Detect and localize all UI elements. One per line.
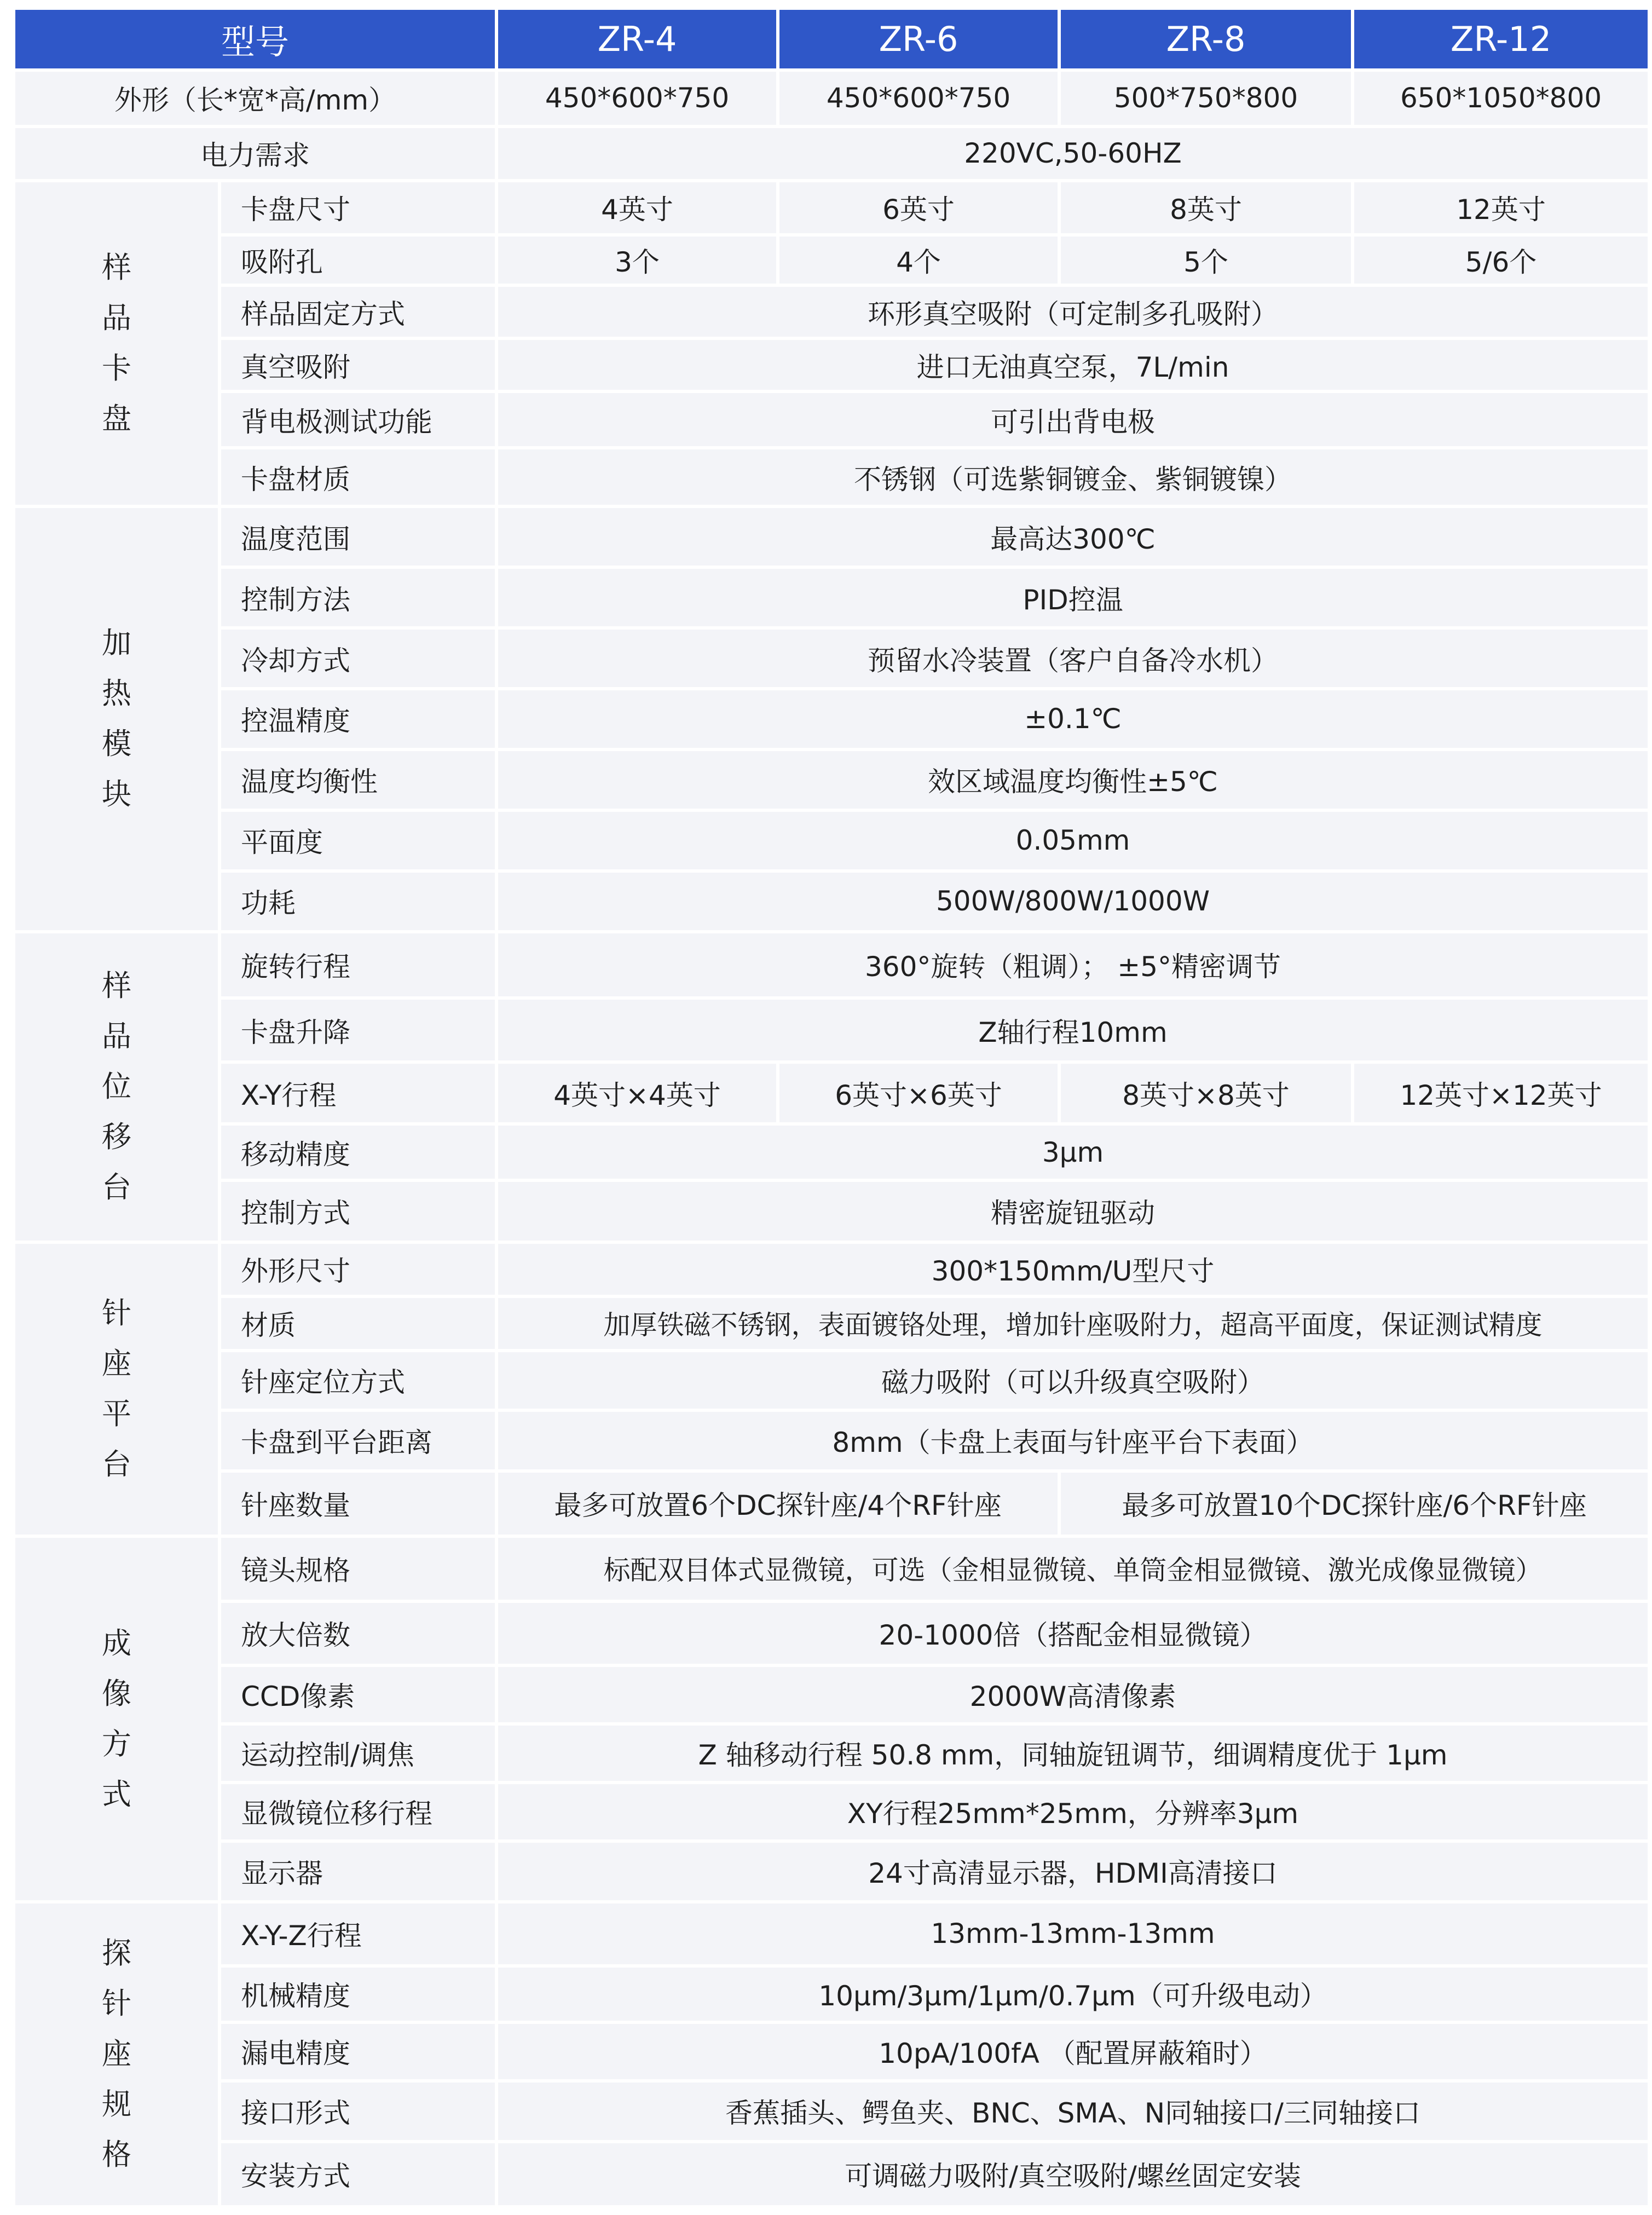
- row-label: 样品固定方式: [221, 287, 495, 337]
- value-cell: 8英寸: [1061, 182, 1351, 233]
- value-cell: 5/6个: [1354, 237, 1648, 284]
- group-label-probe: [15, 1903, 218, 2205]
- group-label-platen: [15, 1244, 218, 1535]
- spec-table: [12, 7, 1651, 2208]
- group-char: 座: [102, 1346, 131, 1381]
- group-char: 位: [102, 1069, 131, 1104]
- value-cell: 450*600*750: [779, 72, 1058, 125]
- row-label: 镜头规格: [221, 1538, 495, 1600]
- group-char: 品: [102, 1019, 131, 1054]
- stage-xy-row: [15, 1064, 1648, 1122]
- spec-row: [15, 1784, 1648, 1839]
- value-cell: 500*750*800: [1061, 72, 1351, 125]
- group-char: 规: [102, 2087, 131, 2122]
- value-cell: 300*150mm/U型尺寸: [498, 1244, 1648, 1295]
- spec-row: [15, 630, 1648, 687]
- spec-row: [15, 1538, 1648, 1600]
- group-char: 方: [102, 1726, 131, 1761]
- row-label: 材质: [221, 1298, 495, 1349]
- power-row: [15, 128, 1648, 179]
- value-cell: 10μm/3μm/1μm/0.7μm（可升级电动）: [498, 1968, 1648, 2021]
- row-label: 控制方法: [221, 569, 495, 626]
- value-cell: 磁力吸附（可以升级真空吸附）: [498, 1352, 1648, 1409]
- value-cell: 0.05mm: [498, 812, 1648, 869]
- row-label: 平面度: [221, 812, 495, 869]
- value-cell: 6英寸: [779, 182, 1058, 233]
- value-cell: 6英寸×6英寸: [779, 1064, 1058, 1122]
- value-cell: 最高达300℃: [498, 508, 1648, 566]
- row-label: 旋转行程: [221, 933, 495, 996]
- group-char: 品: [102, 301, 131, 336]
- spec-row: [15, 1667, 1648, 1722]
- chuck-size-row: [15, 182, 1648, 233]
- value-cell: XY行程25mm*25mm，分辨率3μm: [498, 1784, 1648, 1839]
- spec-row: [15, 1244, 1648, 1295]
- value-cell: 最多可放置10个DC探针座/6个RF针座: [1061, 1473, 1648, 1535]
- group-char: 移: [102, 1120, 131, 1155]
- row-label: 温度均衡性: [221, 751, 495, 809]
- value-cell: 8英寸×8英寸: [1061, 1064, 1351, 1122]
- row-label: 接口形式: [221, 2083, 495, 2140]
- row-label: 安装方式: [221, 2143, 495, 2205]
- row-label: 冷却方式: [221, 630, 495, 687]
- value-cell: 8mm（卡盘上表面与针座平台下表面）: [498, 1412, 1648, 1469]
- value-cell: 650*1050*800: [1354, 72, 1648, 125]
- spec-row: [15, 1182, 1648, 1241]
- spec-row: [15, 1352, 1648, 1409]
- value-cell: 4英寸×4英寸: [498, 1064, 776, 1122]
- group-label-chuck: [15, 182, 218, 505]
- row-label: 控制方式: [221, 1182, 495, 1241]
- spec-row: [15, 2024, 1648, 2079]
- value-cell: 500W/800W/1000W: [498, 873, 1648, 930]
- spec-row: [15, 1726, 1648, 1781]
- spec-row: [15, 751, 1648, 809]
- group-char: 模: [102, 726, 131, 762]
- spec-row: [15, 933, 1648, 996]
- row-label: 温度范围: [221, 508, 495, 566]
- row-label: X-Y-Z行程: [221, 1903, 495, 1964]
- value-cell: 4个: [779, 237, 1058, 284]
- group-label-imaging: [15, 1538, 218, 1900]
- group-char: 热: [102, 676, 131, 711]
- chuck-holes-row: [15, 237, 1648, 284]
- row-label: 针座定位方式: [221, 1352, 495, 1409]
- group-char: 座: [102, 2037, 131, 2072]
- group-label-heating: [15, 508, 218, 930]
- dimensions-row: [15, 72, 1648, 125]
- row-label: X-Y行程: [221, 1064, 495, 1122]
- value-cell: 10pA/100fA （配置屏蔽箱时）: [498, 2024, 1648, 2079]
- spec-row: [15, 1126, 1648, 1179]
- group-char: 成: [102, 1625, 131, 1660]
- value-cell: PID控温: [498, 569, 1648, 626]
- value-cell: 3个: [498, 237, 776, 284]
- row-label: 显微镜位移行程: [221, 1784, 495, 1839]
- spec-row: [15, 1298, 1648, 1349]
- value-cell: 5个: [1061, 237, 1351, 284]
- spec-row: [15, 569, 1648, 626]
- value-cell: 20-1000倍（搭配金相显微镜）: [498, 1603, 1648, 1664]
- row-label: 功耗: [221, 873, 495, 930]
- row-label: 电力需求: [15, 128, 495, 179]
- value-cell: 2000W高清像素: [498, 1667, 1648, 1722]
- group-char: 加: [102, 626, 131, 661]
- model-zr12: ZR-12: [1354, 10, 1648, 68]
- spec-row: [15, 2083, 1648, 2140]
- row-label: 真空吸附: [221, 340, 495, 390]
- spec-row: [15, 1968, 1648, 2021]
- row-label: 机械精度: [221, 1968, 495, 2021]
- group-char: 台: [102, 1170, 131, 1205]
- row-label: 卡盘到平台距离: [221, 1412, 495, 1469]
- spec-row: [15, 812, 1648, 869]
- value-cell: 3μm: [498, 1126, 1648, 1179]
- spec-row: [15, 1412, 1648, 1469]
- group-char: 格: [102, 2137, 131, 2172]
- value-cell: 预留水冷装置（客户自备冷水机）: [498, 630, 1648, 687]
- value-cell: 24寸高清显示器，HDMI高清接口: [498, 1843, 1648, 1900]
- group-char: 像: [102, 1676, 131, 1711]
- row-label: 外形尺寸: [221, 1244, 495, 1295]
- row-label: 卡盘升降: [221, 1000, 495, 1060]
- value-cell: 不锈钢（可选紫铜镀金、紫铜镀镍）: [498, 449, 1648, 505]
- group-char: 台: [102, 1447, 131, 1482]
- value-cell: 220VC,50-60HZ: [498, 128, 1648, 179]
- row-label: 卡盘尺寸: [221, 182, 495, 233]
- probe-count-row: [15, 1473, 1648, 1535]
- value-cell: 最多可放置6个DC探针座/4个RF针座: [498, 1473, 1058, 1535]
- value-cell: Z轴行程10mm: [498, 1000, 1648, 1060]
- value-cell: 13mm-13mm-13mm: [498, 1903, 1648, 1964]
- group-char: 针: [102, 1986, 131, 2021]
- value-cell: 12英寸×12英寸: [1354, 1064, 1648, 1122]
- header-row: [15, 10, 1648, 68]
- spec-row: [15, 449, 1648, 505]
- group-char: 块: [102, 777, 131, 812]
- value-cell: 效区域温度均衡性±5℃: [498, 751, 1648, 809]
- spec-row: [15, 1603, 1648, 1664]
- row-label: 放大倍数: [221, 1603, 495, 1664]
- spec-row: [15, 1000, 1648, 1060]
- value-cell: 标配双目体式显微镜，可选（金相显微镜、单筒金相显微镜、激光成像显微镜）: [498, 1538, 1648, 1600]
- value-cell: 可调磁力吸附/真空吸附/螺丝固定安装: [498, 2143, 1648, 2205]
- model-zr4: ZR-4: [498, 10, 776, 68]
- spec-row: [15, 2143, 1648, 2205]
- group-char: 式: [102, 1776, 131, 1812]
- value-cell: 可引出背电极: [498, 393, 1648, 446]
- value-cell: Z 轴移动行程 50.8 mm，同轴旋钮调节，细调精度优于 1μm: [498, 1726, 1648, 1781]
- group-char: 样: [102, 968, 131, 1003]
- row-label: 漏电精度: [221, 2024, 495, 2079]
- value-cell: 精密旋钮驱动: [498, 1182, 1648, 1241]
- spec-row: [15, 508, 1648, 566]
- value-cell: 进口无油真空泵，7L/min: [498, 340, 1648, 390]
- model-header: 型号: [15, 10, 495, 68]
- spec-row: [15, 690, 1648, 748]
- spec-row: [15, 873, 1648, 930]
- model-zr8: ZR-8: [1061, 10, 1351, 68]
- spec-row: [15, 1903, 1648, 1964]
- group-char: 盘: [102, 401, 131, 436]
- spec-row: [15, 393, 1648, 446]
- row-label: 外形（长*宽*高/mm）: [15, 72, 495, 125]
- row-label: 控温精度: [221, 690, 495, 748]
- row-label: 运动控制/调焦: [221, 1726, 495, 1781]
- value-cell: 加厚铁磁不锈钢，表面镀铬处理，增加针座吸附力，超高平面度，保证测试精度: [498, 1298, 1648, 1349]
- group-char: 卡: [102, 351, 131, 386]
- group-char: 平: [102, 1397, 131, 1432]
- group-char: 样: [102, 250, 131, 285]
- value-cell: 12英寸: [1354, 182, 1648, 233]
- row-label: 移动精度: [221, 1126, 495, 1179]
- row-label: 卡盘材质: [221, 449, 495, 505]
- row-label: 吸附孔: [221, 237, 495, 284]
- value-cell: 香蕉插头、鳄鱼夹、BNC、SMA、N同轴接口/三同轴接口: [498, 2083, 1648, 2140]
- group-label-stage: [15, 933, 218, 1241]
- value-cell: 450*600*750: [498, 72, 776, 125]
- row-label: 针座数量: [221, 1473, 495, 1535]
- value-cell: 4英寸: [498, 182, 776, 233]
- spec-row: [15, 1843, 1648, 1900]
- row-label: 背电极测试功能: [221, 393, 495, 446]
- spec-row: [15, 287, 1648, 337]
- value-cell: 环形真空吸附（可定制多孔吸附）: [498, 287, 1648, 337]
- value-cell: ±0.1℃: [498, 690, 1648, 748]
- spec-row: [15, 340, 1648, 390]
- model-zr6: ZR-6: [779, 10, 1058, 68]
- group-char: 针: [102, 1296, 131, 1331]
- value-cell: 360°旋转（粗调）； ±5°精密调节: [498, 933, 1648, 996]
- group-char: 探: [102, 1936, 131, 1971]
- row-label: 显示器: [221, 1843, 495, 1900]
- row-label: CCD像素: [221, 1667, 495, 1722]
